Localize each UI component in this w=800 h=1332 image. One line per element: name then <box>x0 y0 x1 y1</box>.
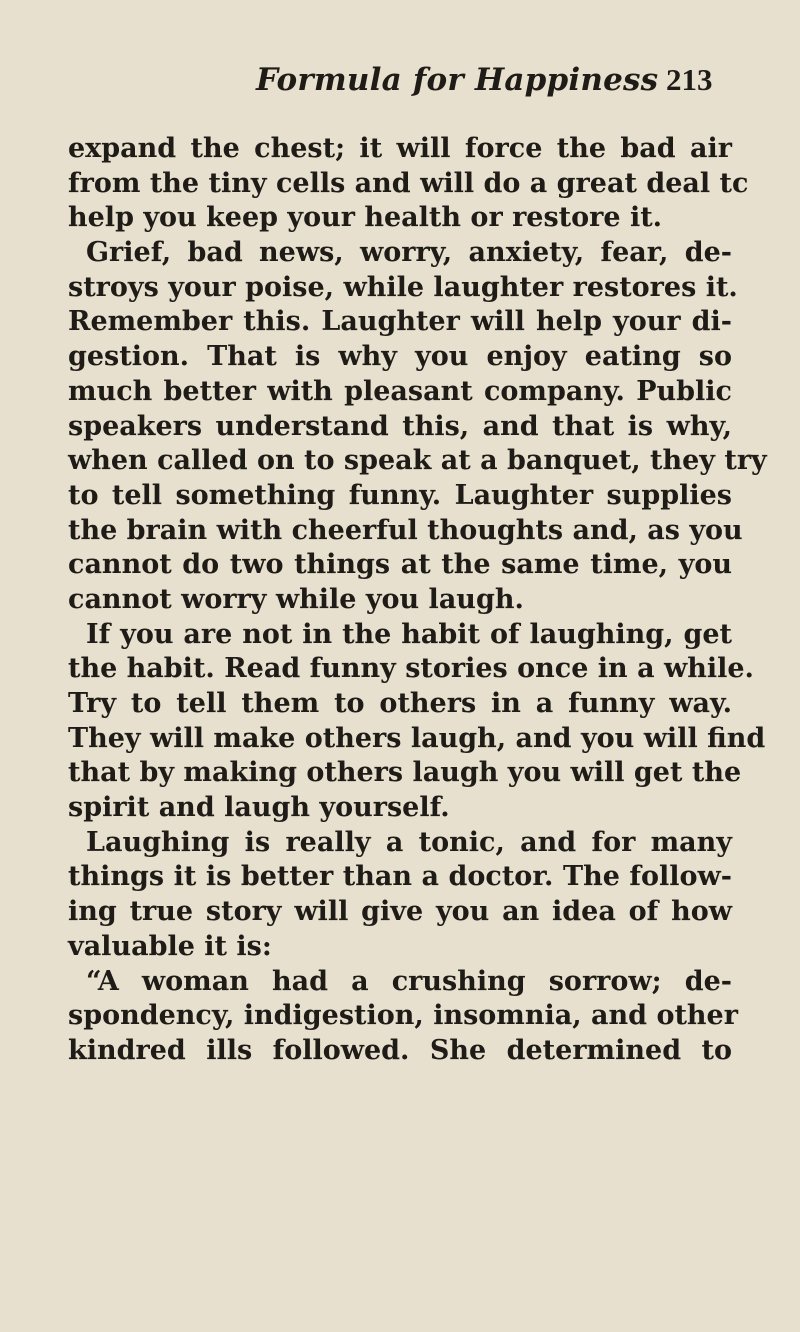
text-line: the brain with cheerful thoughts and, as you <box>68 514 743 546</box>
text-line: valuable it is: <box>68 930 272 962</box>
text-line: speakers understand this, and that is why, <box>68 410 732 442</box>
text-line: spirit and laugh yourself. <box>68 792 450 824</box>
text-line: to tell something funny. Laughter supplies <box>68 479 732 511</box>
text-line: stroys your poise, while laughter restores it. <box>68 271 738 303</box>
page-header <box>0 62 800 112</box>
text-line: Grief, bad news, worry, anxiety, fear, de- <box>86 237 732 269</box>
page-number: 213 <box>666 62 713 97</box>
text-line: If you are not in the habit of laughing, get <box>86 618 732 650</box>
text-line: expand the chest; it will force the bad air <box>68 133 732 164</box>
text-line: things it is better than a doctor. The follow- <box>68 861 732 893</box>
text-line: when called on to speak at a banquet, they try <box>68 445 767 477</box>
text-line: the habit. Read funny stories once in a while. <box>68 653 754 685</box>
text-line: kindred ills followed. She determined to <box>68 1034 732 1066</box>
text-line: Laughing is really a tonic, and for many <box>86 826 732 858</box>
text-line: cannot do two things at the same time, you <box>68 549 732 581</box>
text-line: much better with pleasant company. Public <box>68 375 732 407</box>
text-line: Try to tell them to others in a funny way. <box>68 688 732 719</box>
text-line: gestion. That is why you enjoy eating so <box>68 341 732 373</box>
running-title: Formula for Happiness <box>256 62 659 98</box>
text-line: cannot worry while you laugh. <box>68 583 524 615</box>
text-line: spondency, indigestion, insomnia, and other <box>68 1000 738 1032</box>
text-line: “A woman had a crushing sorrow; de- <box>86 965 732 997</box>
text-line: from the tiny cells and will do a great deal tc <box>68 167 749 199</box>
text-line: Remember this. Laughter will help your di- <box>68 306 732 338</box>
text-line: that by making others laugh you will get the <box>68 757 742 789</box>
text-line: ing true story will give you an idea of how <box>68 896 732 928</box>
text-line: They will make others laugh, and you will find <box>68 722 766 754</box>
body-text <box>68 132 767 1069</box>
text-line: help you keep your health or restore it. <box>68 202 663 234</box>
